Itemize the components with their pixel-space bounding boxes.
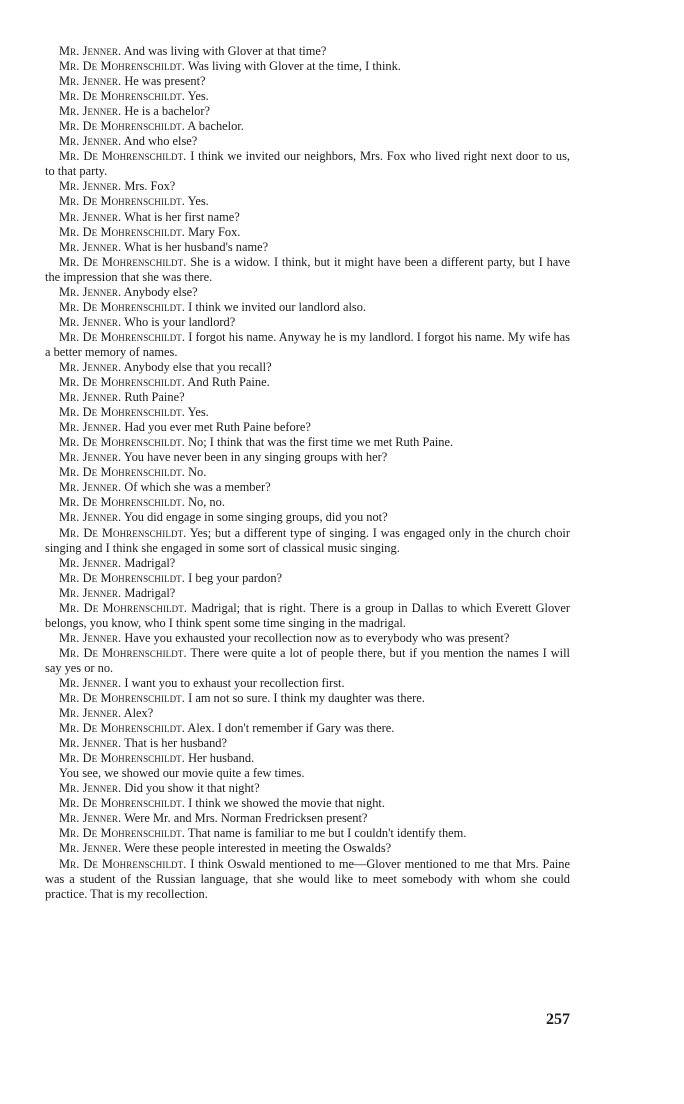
- speaker-name: Mr. Jenner.: [59, 420, 122, 435]
- speech-text: Were these people interested in meeting the Oswalds?: [124, 841, 392, 856]
- speech-text: I beg your pardon?: [188, 570, 283, 585]
- transcript-body: [45, 44, 570, 902]
- speaker-name: Mr. Jenner.: [59, 480, 122, 495]
- testimony-line: [45, 255, 570, 285]
- testimony-line: [45, 285, 570, 300]
- testimony-line: [45, 556, 570, 571]
- testimony-line: [45, 676, 570, 691]
- testimony-line: [45, 601, 570, 631]
- speech-text: He is a bachelor?: [124, 104, 211, 119]
- speech-text: And who else?: [123, 134, 198, 149]
- speech-text: I think we invited our landlord also.: [188, 299, 367, 314]
- speaker-name: Mr. De Mohrenschildt.: [59, 691, 185, 706]
- speaker-name: Mr. De Mohrenschildt.: [59, 89, 185, 104]
- speaker-name: Mr. De Mohrenschildt.: [59, 751, 185, 766]
- speaker-name: Mr. Jenner.: [59, 706, 122, 721]
- speech-text: Her husband.: [188, 751, 255, 766]
- testimony-line: [45, 586, 570, 601]
- speech-text: I want you to exhaust your recollection first.: [124, 675, 345, 690]
- speaker-name: Mr. Jenner.: [59, 44, 122, 58]
- testimony-line: [45, 766, 570, 781]
- testimony-line: [45, 89, 570, 104]
- speaker-name: Mr. De Mohrenschildt.: [59, 224, 185, 239]
- speaker-name: Mr. De Mohrenschildt.: [59, 525, 187, 540]
- speech-text: What is her first name?: [124, 209, 240, 224]
- testimony-line: [45, 405, 570, 420]
- testimony-line: [45, 74, 570, 89]
- speech-text: You see, we showed our movie quite a few times.: [59, 766, 305, 781]
- speech-text: Mary Fox.: [188, 224, 241, 239]
- testimony-line: [45, 706, 570, 721]
- testimony-line: [45, 721, 570, 736]
- speech-text: I forgot his name. Anyway he is my landlord. I forgot his name. My wife has a better memory of names.: [45, 329, 570, 359]
- speaker-name: Mr. Jenner.: [59, 284, 122, 299]
- speech-text: Had you ever met Ruth Paine before?: [124, 420, 311, 435]
- testimony-line: [45, 510, 570, 525]
- speech-text: I am not so sure. I think my daughter was there.: [188, 691, 425, 706]
- testimony-line: [45, 149, 570, 179]
- speech-text: No, no.: [188, 495, 225, 510]
- speaker-name: Mr. Jenner.: [59, 781, 122, 796]
- testimony-line: [45, 796, 570, 811]
- testimony-line: [45, 495, 570, 510]
- speech-text: Alex. I don't remember if Gary was there.: [187, 721, 395, 736]
- speaker-name: Mr. De Mohrenschildt.: [59, 495, 185, 510]
- speaker-name: Mr. Jenner.: [59, 359, 122, 374]
- speaker-name: Mr. De Mohrenschildt.: [59, 465, 185, 480]
- testimony-line: [45, 225, 570, 240]
- speaker-name: Mr. De Mohrenschildt.: [59, 299, 185, 314]
- speech-text: You have never been in any singing groups with her?: [123, 450, 388, 465]
- speaker-name: Mr. Jenner.: [59, 736, 122, 751]
- testimony-line: [45, 450, 570, 465]
- testimony-line: [45, 300, 570, 315]
- testimony-line: [45, 330, 570, 360]
- speaker-name: Mr. Jenner.: [59, 841, 122, 856]
- speech-text: I think we invited our neighbors, Mrs. Fox who lived right next door to us, to that party.: [45, 149, 570, 179]
- speech-text: What is her husband's name?: [124, 239, 269, 254]
- testimony-line: [45, 179, 570, 194]
- speech-text: Yes.: [187, 89, 209, 104]
- speaker-name: Mr. De Mohrenschildt.: [59, 721, 185, 736]
- testimony-line: [45, 691, 570, 706]
- testimony-line: [45, 781, 570, 796]
- testimony-line: [45, 44, 570, 59]
- speaker-name: Mr. Jenner.: [59, 179, 122, 194]
- speech-text: No.: [188, 465, 207, 480]
- speech-text: Of which she was a member?: [124, 480, 271, 495]
- testimony-line: [45, 571, 570, 586]
- speech-text: There were quite a lot of people there, but if you mention the names I will say yes or no.: [45, 645, 570, 675]
- speech-text: That name is familiar to me but I couldn't identify them.: [187, 826, 467, 841]
- speech-text: Were Mr. and Mrs. Norman Fredricksen present?: [124, 811, 368, 826]
- testimony-line: [45, 526, 570, 556]
- speaker-name: Mr. De Mohrenschildt.: [59, 119, 185, 134]
- speaker-name: Mr. De Mohrenschildt.: [59, 645, 187, 660]
- speaker-name: Mr. Jenner.: [59, 630, 122, 645]
- speech-text: That is her husband?: [124, 736, 227, 751]
- speech-text: He was present?: [124, 74, 206, 89]
- speaker-name: Mr. Jenner.: [59, 585, 122, 600]
- testimony-line: [45, 240, 570, 255]
- speaker-name: Mr. De Mohrenschildt.: [59, 435, 185, 450]
- speech-text: Was living with Glover at the time, I think.: [187, 59, 401, 74]
- testimony-line: [45, 751, 570, 766]
- speech-text: She is a widow. I think, but it might have been a different party, but I have the impression that she was there.: [45, 254, 570, 284]
- testimony-line: [45, 315, 570, 330]
- speaker-name: Mr. De Mohrenschildt.: [59, 375, 185, 390]
- speech-text: Madrigal?: [124, 555, 176, 570]
- testimony-line: [45, 480, 570, 495]
- speech-text: And Ruth Paine.: [187, 375, 270, 390]
- testimony-line: [45, 631, 570, 646]
- speaker-name: Mr. Jenner.: [59, 104, 122, 119]
- testimony-line: [45, 646, 570, 676]
- speech-text: Anybody else that you recall?: [123, 359, 272, 374]
- testimony-line: [45, 360, 570, 375]
- speaker-name: Mr. De Mohrenschildt.: [59, 856, 187, 871]
- speaker-name: Mr. De Mohrenschildt.: [59, 405, 185, 420]
- speech-text: Did you show it that night?: [124, 781, 260, 796]
- testimony-line: [45, 420, 570, 435]
- speech-text: Who is your landlord?: [124, 314, 236, 329]
- speech-text: Yes; but a different type of singing. I was engaged only in the church choir singing and I think she engaged in some sort of classical music singing.: [45, 525, 570, 555]
- speaker-name: Mr. De Mohrenschildt.: [59, 329, 186, 344]
- speaker-name: Mr. Jenner.: [59, 390, 122, 405]
- testimony-line: [45, 104, 570, 119]
- speech-text: Have you exhausted your recollection now as to everybody who was present?: [124, 630, 510, 645]
- speech-text: You did engage in some singing groups, did you not?: [123, 510, 388, 525]
- speech-text: I think Oswald mentioned to me—Glover mentioned to me that Mrs. Paine was a student of the Russian language, that she would like to meet somebody with whom she could practice. That is my recollection.: [45, 856, 570, 901]
- testimony-line: [45, 119, 570, 134]
- speaker-name: Mr. De Mohrenschildt.: [59, 59, 185, 74]
- speaker-name: Mr. Jenner.: [59, 450, 122, 465]
- speaker-name: Mr. De Mohrenschildt.: [59, 149, 187, 164]
- testimony-line: [45, 390, 570, 405]
- speaker-name: Mr. Jenner.: [59, 239, 122, 254]
- testimony-line: [45, 435, 570, 450]
- speech-text: Yes.: [187, 194, 209, 209]
- speaker-name: Mr. De Mohrenschildt.: [59, 796, 185, 811]
- speaker-name: Mr. De Mohrenschildt.: [59, 194, 185, 209]
- speech-text: No; I think that was the first time we met Ruth Paine.: [188, 435, 454, 450]
- speaker-name: Mr. Jenner.: [59, 134, 122, 149]
- testimony-line: [45, 375, 570, 390]
- speaker-name: Mr. De Mohrenschildt.: [59, 254, 187, 269]
- testimony-line: [45, 194, 570, 209]
- testimony-line: [45, 841, 570, 856]
- speaker-name: Mr. Jenner.: [59, 209, 122, 224]
- speech-text: Anybody else?: [123, 284, 198, 299]
- testimony-line: [45, 465, 570, 480]
- speech-text: Ruth Paine?: [124, 390, 185, 405]
- testimony-line: [45, 134, 570, 149]
- speaker-name: Mr. De Mohrenschildt.: [59, 826, 185, 841]
- speaker-name: Mr. De Mohrenschildt.: [59, 600, 188, 615]
- speech-text: I think we showed the movie that night.: [188, 796, 385, 811]
- testimony-line: [45, 736, 570, 751]
- speaker-name: Mr. Jenner.: [59, 314, 122, 329]
- speaker-name: Mr. De Mohrenschildt.: [59, 570, 185, 585]
- speaker-name: Mr. Jenner.: [59, 510, 122, 525]
- page-number: 257: [546, 1011, 570, 1028]
- speech-text: Madrigal?: [124, 585, 176, 600]
- testimony-line: [45, 857, 570, 902]
- speaker-name: Mr. Jenner.: [59, 675, 122, 690]
- speech-text: Mrs. Fox?: [124, 179, 176, 194]
- testimony-line: [45, 826, 570, 841]
- testimony-line: [45, 210, 570, 225]
- speech-text: Yes.: [187, 405, 209, 420]
- speaker-name: Mr. Jenner.: [59, 811, 122, 826]
- testimony-line: [45, 59, 570, 74]
- speaker-name: Mr. Jenner.: [59, 74, 122, 89]
- speech-text: A bachelor.: [187, 119, 244, 134]
- speaker-name: Mr. Jenner.: [59, 555, 122, 570]
- speech-text: Madrigal; that is right. There is a group in Dallas to which Everett Glover belongs, you know, who I think spent some time singing in the madrigal.: [45, 600, 570, 630]
- speech-text: Alex?: [123, 706, 154, 721]
- speech-text: And was living with Glover at that time?: [123, 44, 327, 58]
- testimony-line: [45, 811, 570, 826]
